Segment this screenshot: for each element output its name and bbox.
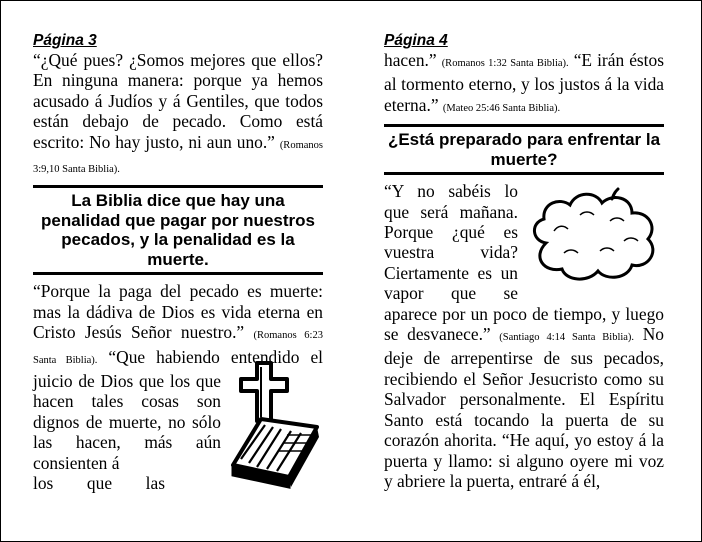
page-3-heading: La Biblia dice que hay una penalidad que pagar por nuestros pecados, y la penalidad es la muerte. [41,191,315,269]
page-3-p1-reference: (Romanos 3:9,10 Santa Biblia). [33,139,323,176]
page-3 [33,31,323,494]
page-4-p1-text: hacen.” [384,50,437,70]
page-3-p2-text: “Porque la paga del pecado es muerte: mas la dádiva de Dios es vida eterna en Cristo Jesús Señor nuestro.” [33,281,323,343]
page-4-paragraph-1 [384,50,664,119]
bottom-rule [33,272,323,275]
page-4-paragraph-2 [384,181,664,491]
page-3-p2-tail: “Que habiendo entendido el juicio de Dios que los que hacen tales cosas son dignos de muerte, no sólo las hacen, más aún consienten á [33,346,323,473]
top-rule [33,185,323,188]
page-3-label: Página 3 [33,32,97,49]
page-4-p1-reference-2: (Mateo 25:46 Santa Biblia). [442,102,561,114]
page-4-p2-reference: (Santiago 4:14 Santa Biblia). [499,332,635,344]
page-3-heading-box [33,185,323,275]
page-3-paragraph-1 [33,50,323,180]
page-3-p1-text: “¿Qué pues? ¿Somos mejores que ellos? En ninguna manera: porque ya hemos acusado á Judíos y á Gentiles, que todos están debajo de pecado. Como está escrito: No hay justo, ni aun uno.” [33,50,323,152]
page-4 [384,31,664,491]
page-3-paragraph-2 [33,281,323,493]
page-4-heading-box [384,124,664,175]
top-rule [384,124,664,127]
page-4-label: Página 4 [384,32,448,49]
vapor-cloud-icon [524,185,664,291]
page-4-p1-text-2: “E irán éstos al tormento eterno, y los justos á la vida eterna.” [384,50,664,115]
page-3-p2-reference: (Romanos 6:23 Santa Biblia). [33,330,323,366]
grave-cross-icon [227,355,323,491]
page-4-p2-text: “Y no sabéis lo que será mañana. Porque ¿qué es vuestra vida? Ciertamente es un vapor que se aparece por un poco de tiempo, y luego se desvanece.” [384,181,664,345]
page-3-p2-last: los que las [33,473,165,494]
page-4-heading: ¿Está preparado para enfrentar la muerte? [387,130,661,169]
page-4-p1-reference: (Romanos 1:32 Santa Biblia). [441,58,569,69]
page-4-p2-tail: No deje de arrepentirse de sus pecados, recibiendo el Señor Jesucristo como su Salvador personalmente. El Espíritu Santo está tocando la puerta de su corazón ahorita. “He aquí, yo estoy á la puerta y llamo: si alguno oyere mi voz y abriere la puerta, entraré á él, [384,324,664,491]
bottom-rule [384,172,664,175]
